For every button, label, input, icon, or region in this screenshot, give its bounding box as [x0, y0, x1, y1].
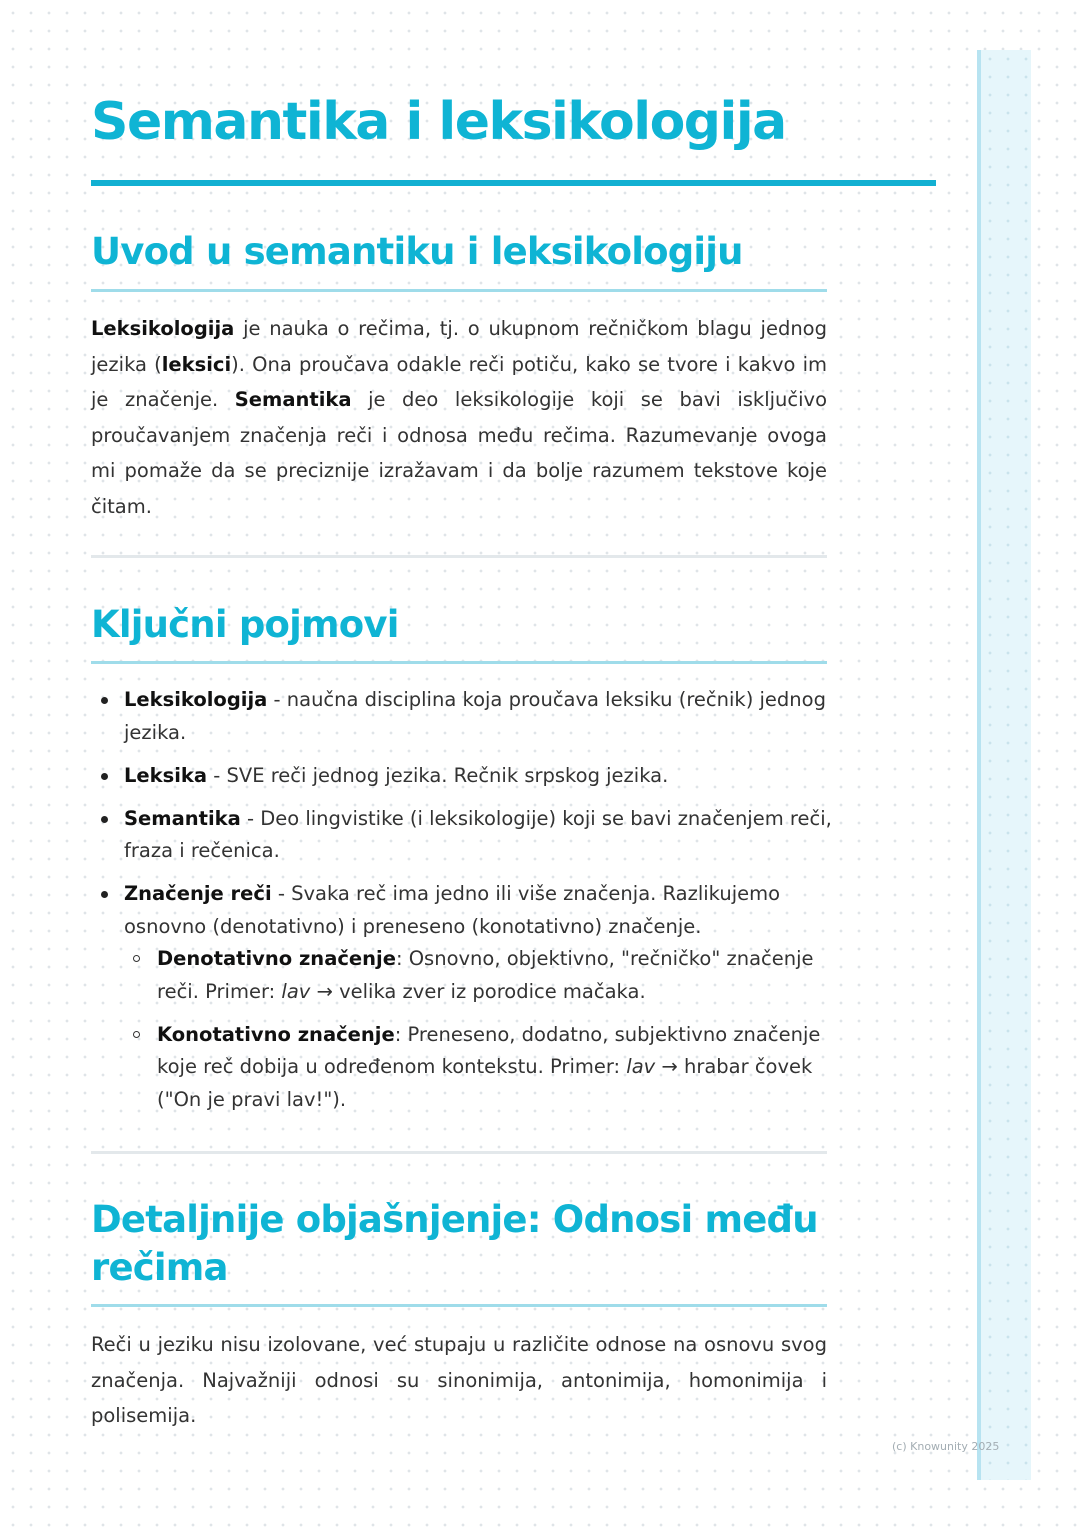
- section-rule-intro: [91, 289, 827, 292]
- list-item-term: Leksikologija: [124, 688, 268, 711]
- list-item-term: Leksika: [124, 763, 208, 787]
- list-item: [124, 878, 844, 1116]
- sub-list-item: [157, 1019, 844, 1117]
- key-terms-list: [91, 684, 844, 1127]
- copyright-footer: (c) Knowunity 2025: [892, 1440, 1000, 1453]
- section-heading-detail: Detaljnije objašnjenje: Odnosi među rečima: [91, 1198, 818, 1289]
- list-item-desc: - naučna disciplina koja proučava leksiku (rečnik) jednog jezika.: [124, 688, 826, 744]
- sub-item-example: lav: [626, 1055, 656, 1078]
- section-divider: [91, 1151, 827, 1154]
- intro-text-2: ). Ona proučava odakle reči potiču, kako se tvore i kakvo im je značenje.: [91, 352, 827, 411]
- sub-item-term: Konotativno značenje: [157, 1022, 395, 1046]
- sub-item-rest: → velika zver iz porodice mačaka.: [310, 979, 646, 1003]
- intro-text-1: je nauka o rečima, tj. o ukupnom rečničkom blagu jednog jezika (: [91, 317, 827, 376]
- sub-item-desc: : Osnovno, objektivno, "rečničko" značenje reči. Primer:: [157, 947, 814, 1003]
- section-heading-intro: Uvod u semantiku i leksikologiju: [91, 230, 743, 273]
- term-semantika: Semantika: [234, 388, 352, 411]
- section-rule-detail: [91, 1304, 827, 1307]
- list-item-desc: - Deo lingvistike (i leksikologije) koji se bavi značenjem reči, fraza i rečenica.: [124, 806, 832, 862]
- list-item: [124, 760, 844, 793]
- intro-text-3: je deo leksikologije koji se bavi isključivo proučavanjem značenja reči i odnosa među rečima. Razumevanje ovoga mi pomaže da se preciznije izražavam i da bolje razumem tekstove koje čitam.: [91, 388, 827, 518]
- section-rule-terms: [91, 661, 827, 664]
- detail-paragraph: Reči u jeziku nisu izolovane, već stupaju u različite odnose na osnovu svog značenja. Najvažniji odnosi su sinonimija, antonimija, homonimija i polisemija.: [91, 1333, 827, 1427]
- sub-item-example: lav: [281, 979, 311, 1003]
- list-item-desc: - SVE reči jednog jezika. Rečnik srpskog jezika.: [207, 763, 669, 787]
- section-heading-terms: Ključni pojmovi: [91, 603, 399, 646]
- sub-list: [124, 943, 844, 1116]
- list-item: [124, 803, 844, 868]
- sub-item-term: Denotativno značenje: [157, 947, 396, 970]
- sub-list-item: [157, 943, 844, 1008]
- list-item-desc: - Svaka reč ima jedno ili više značenja. Razlikujemo osnovno (denotativno) i preneseno (konotativno) značenje.: [124, 882, 781, 938]
- term-leksikologija: Leksikologija: [91, 317, 235, 340]
- page-title: Semantika i leksikologija: [91, 92, 786, 152]
- list-item: [124, 684, 844, 749]
- side-margin-strip: [977, 50, 1031, 1480]
- term-leksici: leksici: [161, 352, 232, 376]
- title-underline: [91, 180, 936, 186]
- sub-item-desc: : Preneseno, dodatno, subjektivno značenje koje reč dobija u određenom kontekstu. Primer:: [157, 1022, 821, 1078]
- list-item-term: Semantika: [124, 806, 241, 830]
- intro-paragraph: [91, 311, 827, 524]
- sub-item-rest: → hrabar čovek ("On je pravi lav!").: [157, 1055, 813, 1111]
- list-item-term: Značenje reči: [124, 882, 272, 905]
- section-divider: [91, 555, 827, 558]
